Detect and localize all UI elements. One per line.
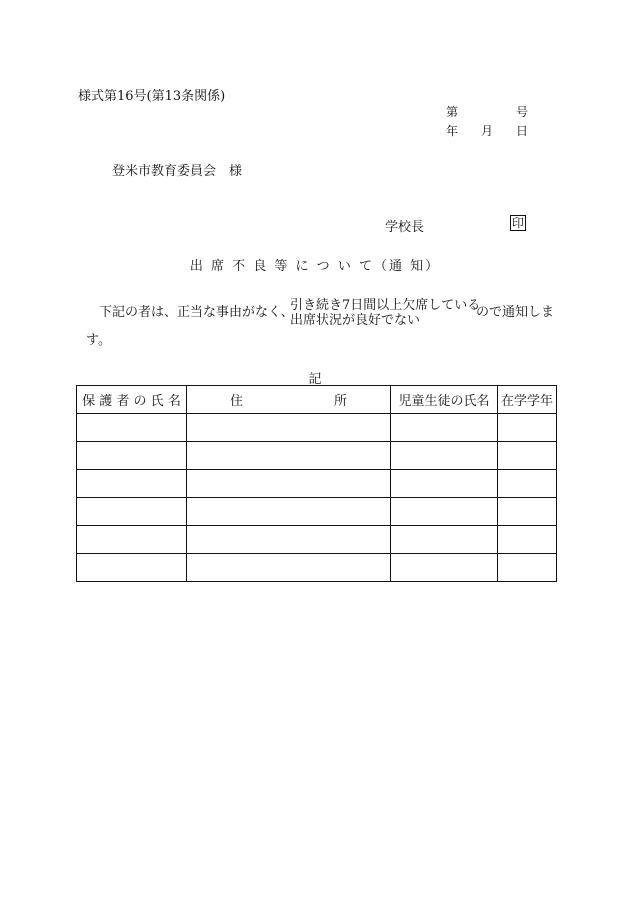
document-title: 出 席 不 良 等 に つ い て（通 知） <box>189 259 441 274</box>
header-grade: 在学学年 <box>498 386 557 414</box>
date-month-label: 月 <box>481 124 494 138</box>
table-row <box>77 470 557 498</box>
table-row <box>77 554 557 582</box>
cell-student-name[interactable] <box>391 526 498 554</box>
cell-student-name[interactable] <box>391 554 498 582</box>
cell-grade[interactable] <box>498 526 557 554</box>
cell-student-name[interactable] <box>391 442 498 470</box>
table-row <box>77 526 557 554</box>
header-guardian-name: 保 護 者 の 氏 名 <box>77 386 187 414</box>
date-year-label: 年 <box>446 124 459 138</box>
date-day-label: 日 <box>516 124 529 138</box>
body-option-absence: 引き続き7日間以上欠席している <box>290 298 481 313</box>
cell-address[interactable] <box>187 554 391 582</box>
body-text-tail: ので通知しま <box>476 305 555 320</box>
cell-grade[interactable] <box>498 498 557 526</box>
record-label: 記 <box>308 372 322 387</box>
cell-grade[interactable] <box>498 442 557 470</box>
cell-guardian-name[interactable] <box>77 414 187 442</box>
cell-student-name[interactable] <box>391 470 498 498</box>
cell-student-name[interactable] <box>391 414 498 442</box>
cell-grade[interactable] <box>498 414 557 442</box>
header-student-name: 児童生徒の氏名 <box>391 386 498 414</box>
cell-address[interactable] <box>187 526 391 554</box>
form-number: 様式第16号(第13条関係) <box>78 89 226 104</box>
cell-grade[interactable] <box>498 554 557 582</box>
cell-guardian-name[interactable] <box>77 554 187 582</box>
seal-stamp: 印 <box>511 216 524 230</box>
table-row <box>77 442 557 470</box>
table-header-row <box>77 386 557 414</box>
table-row <box>77 498 557 526</box>
cell-guardian-name[interactable] <box>77 526 187 554</box>
body-text-lead: 下記の者は、正当な事由がなく、 <box>99 305 294 320</box>
cell-grade[interactable] <box>498 470 557 498</box>
cell-address[interactable] <box>187 414 391 442</box>
cell-student-name[interactable] <box>391 498 498 526</box>
cell-guardian-name[interactable] <box>77 470 187 498</box>
roster-table <box>76 385 557 582</box>
body-text-wrap: す。 <box>86 333 111 348</box>
cell-address[interactable] <box>187 470 391 498</box>
addressee: 登米市教育委員会 様 <box>112 164 243 179</box>
cell-address[interactable] <box>187 498 391 526</box>
document-number-suffix: 号 <box>516 105 529 119</box>
sender-title: 学校長 <box>385 220 425 235</box>
cell-guardian-name[interactable] <box>77 442 187 470</box>
table-row <box>77 414 557 442</box>
document-number-prefix: 第 <box>446 105 459 119</box>
cell-address[interactable] <box>187 442 391 470</box>
header-address: 住 所 <box>187 386 391 414</box>
body-option-attendance: 出席状況が良好でない <box>290 313 421 328</box>
cell-guardian-name[interactable] <box>77 498 187 526</box>
